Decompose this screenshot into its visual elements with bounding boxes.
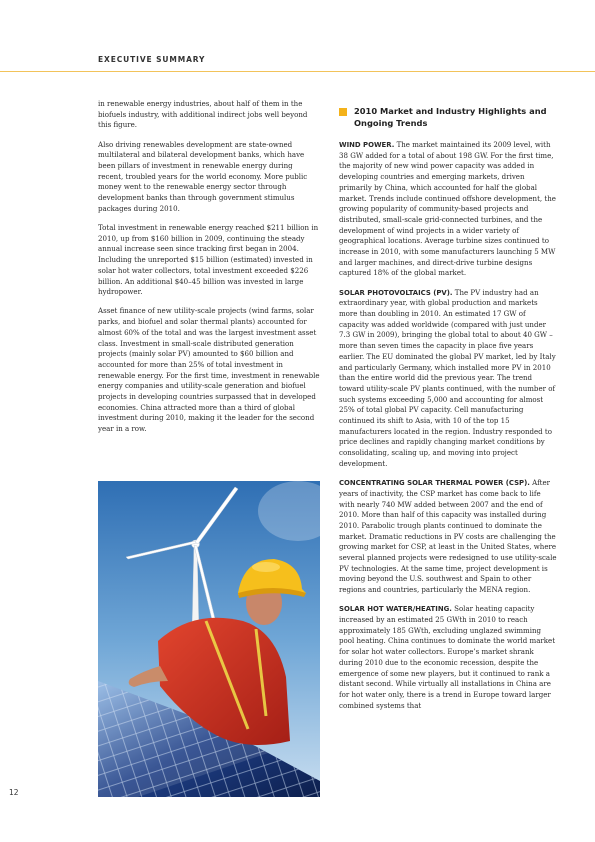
section-bullet-icon <box>339 108 347 116</box>
left-column <box>98 99 320 443</box>
solar-pv-lead: SOLAR PHOTOVOLTAICS (PV). <box>339 288 453 297</box>
solar-hot-water-paragraph <box>339 604 557 711</box>
running-header: EXECUTIVE SUMMARY <box>98 55 206 64</box>
solar-pv-text: The PV industry had an extraordinary year, with global production and markets more than doubling in 2010. An estimated 17 GW of capacity was added worldwide (compared with just under 7.3 GW in 2009), bringing the global total to about 40 GW – more than seven times the capacity in place five years earlier. The EU dominated the global PV market, led by Italy and particularly Germany, which installed more PV in 2010 than the entire world did the previous year. The trend toward utility-scale PV plants continued, with the number of such systems exceeding 5,000 and accounting for almost 25% of total global PV capacity. Cell manufacturing continued its shift to Asia, with 10 of the top 15 manufacturers located in the region. Industry responded to price declines and rapidly changing market conditions by consolidating, scaling up, and moving into project development. <box>339 287 556 468</box>
left-paragraph-1: in renewable energy industries, about half of them in the biofuels industry, with additional indirect jobs well beyond this figure. <box>98 99 308 130</box>
wind-power-text: The market maintained its 2009 level, with 38 GW added for a total of about 198 GW. For the first time, the majority of new wind power capacity was added in developing countries and emerging markets, driven primarily by China, which accounted for half the global market. Trends include continued offshore development, the growing popularity of community-based projects and distributed, small-scale grid-connected turbines, and the development of wind projects in a wider variety of geographical locations. Average turbine sizes continued to increase in 2010, with some manufacturers launching 5 MW and larger machines, and direct-drive turbine designs captured 18% of the global market. <box>339 140 556 278</box>
csp-text: After years of inactivity, the CSP market has come back to life with nearly 740 MW added between 2007 and the end of 2010. More than half of this capacity was installed during 2010. Parabolic trough plants continued to dominate the market. Dramatic reductions in PV costs are challenging the growing market for CSP, at least in the United States, where several planned projects were redesigned to use utility-scale PV technologies. At the same time, project development is moving beyond the U.S. southwest and Spain to other regions and countries, particularly the MENA region. <box>339 478 557 595</box>
section-heading <box>339 106 557 129</box>
wind-power-lead: WIND POWER. <box>339 141 395 149</box>
left-paragraph-3: Total investment in renewable energy reached $211 billion in 2010, up from $160 billion in 2009, continuing the steady annual increase seen since tracking first began in 2004. Including the unreported $15 billion (estimated) invested in solar hot water collectors, total investment exceeded $226 billion. An additional $40–45 billion was invested in large hydropower. <box>98 223 319 297</box>
section-title: 2010 Market and Industry Highlights and Ongoing Trends <box>354 106 547 128</box>
right-column <box>339 106 557 720</box>
csp-lead: CONCENTRATING SOLAR THERMAL POWER (CSP). <box>339 479 530 488</box>
wind-power-paragraph <box>339 140 557 279</box>
left-paragraph-4: Asset finance of new utility-scale projects (wind farms, solar parks, and biofuel and solar thermal plants) accounted for almost 60% of the total and was the largest investment asset class. Investment in small-scale distributed generation projects (mainly solar PV) amounted to $60 billion and accounted for more than 25% of total investment in renewable energy. For the first time, investment in renewable energy companies and utility-scale generation and biofuel projects in developing countries surpassed that in developed economies. China attracted more than a third of global investment during 2010, making it the leader for the second year in a row. <box>98 306 320 434</box>
left-paragraph-2: Also driving renewables development are state-owned multilateral and bilateral development banks, which have been pillars of investment in renewable energy during recent, troubled years for the world economy. More public money went to the renewable energy sector through development banks than through government stimulus packages during 2010. <box>98 139 308 213</box>
solar-hot-water-text: Solar heating capacity increased by an estimated 25 GWth in 2010 to reach approximately 185 GWth, excluding unglazed swimming pool heating. China continues to dominate the world market for solar hot water collectors. Europe’s market shrank during 2010 due to the economic recession, despite the emergence of some new players, but it continued to rank a distant second. While virtually all installations in China are for hot water only, there is a trend in Europe toward larger combined systems that <box>339 604 556 710</box>
header-divider <box>0 71 595 72</box>
page-number: 12 <box>9 788 19 797</box>
wind-turbine-solar-worker-photo <box>98 481 320 797</box>
csp-paragraph <box>339 478 557 596</box>
solar-pv-paragraph <box>339 288 557 470</box>
solar-hot-water-lead: SOLAR HOT WATER/HEATING. <box>339 605 452 614</box>
